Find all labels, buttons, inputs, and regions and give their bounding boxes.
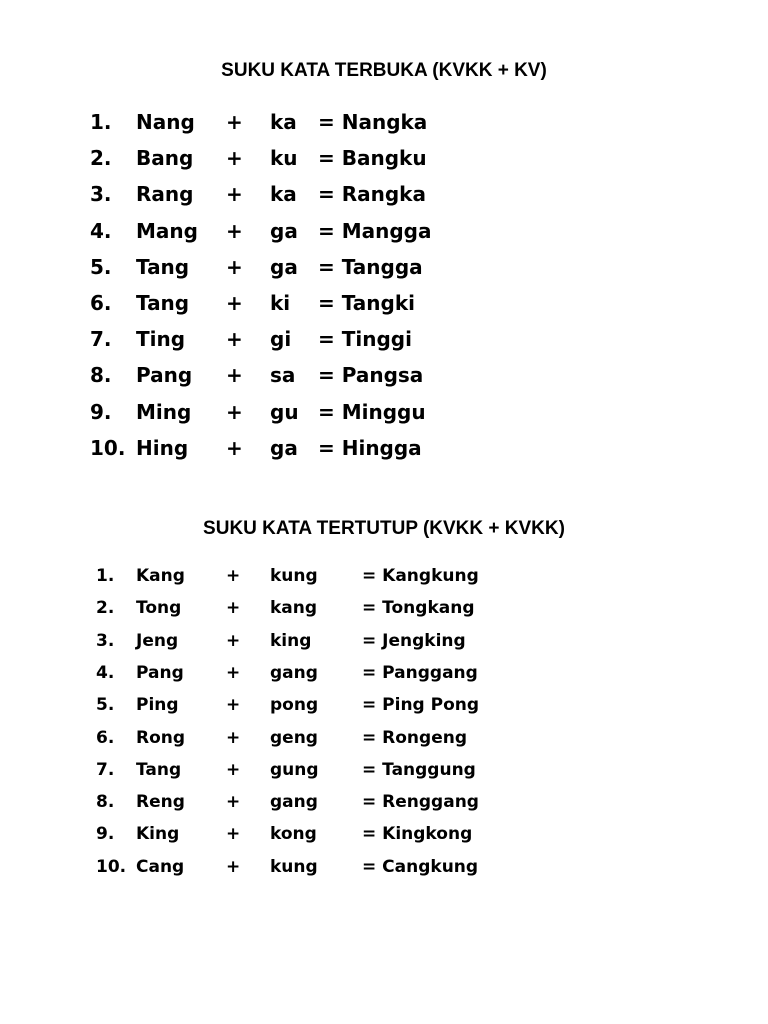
plus-sign: + xyxy=(226,792,241,813)
result-word: = Tongkang xyxy=(362,598,475,619)
item-number: 4. xyxy=(96,662,115,683)
list-item xyxy=(0,436,768,466)
plus-sign: + xyxy=(226,856,241,877)
first-syllable: Pang xyxy=(136,363,193,388)
first-syllable: Tang xyxy=(136,291,190,315)
second-syllable: kang xyxy=(270,598,318,619)
result-word: = Rongeng xyxy=(362,727,468,748)
plus-sign: + xyxy=(226,566,241,586)
plus-sign: + xyxy=(226,327,243,352)
result-word: = Tangki xyxy=(318,291,415,315)
plus-sign: + xyxy=(226,727,241,748)
item-number: 10. xyxy=(90,435,126,460)
plus-sign: + xyxy=(226,759,241,780)
list-item xyxy=(0,695,768,725)
first-syllable: Tong xyxy=(136,598,182,619)
second-syllable: gung xyxy=(270,759,319,780)
list-item xyxy=(0,857,768,887)
first-syllable: Reng xyxy=(136,792,185,813)
list-item xyxy=(0,219,768,249)
second-syllable: pong xyxy=(270,695,319,716)
item-number: 9. xyxy=(96,824,115,845)
plus-sign: + xyxy=(226,662,241,683)
item-number: 4. xyxy=(90,218,112,243)
result-word: = Tangga xyxy=(318,254,423,279)
second-syllable: ka xyxy=(270,110,297,134)
first-syllable: Ming xyxy=(136,399,192,424)
second-syllable: kung xyxy=(270,566,318,586)
first-syllable: King xyxy=(136,824,180,845)
result-word: = Tinggi xyxy=(318,327,412,352)
plus-sign: + xyxy=(226,399,243,424)
item-number: 8. xyxy=(96,792,115,813)
second-syllable: king xyxy=(270,630,312,651)
second-syllable: gi xyxy=(270,327,292,352)
first-syllable: Pang xyxy=(136,662,184,683)
item-number: 6. xyxy=(90,291,112,315)
plus-sign: + xyxy=(226,435,243,460)
item-number: 5. xyxy=(96,695,115,716)
second-syllable: geng xyxy=(270,727,318,748)
list-item xyxy=(0,792,768,822)
list-item xyxy=(0,400,768,430)
second-syllable: gang xyxy=(270,662,318,683)
item-number: 9. xyxy=(90,399,112,424)
list-item xyxy=(0,728,768,758)
second-syllable: gu xyxy=(270,399,299,424)
second-syllable: gang xyxy=(270,792,318,813)
plus-sign: + xyxy=(226,254,243,279)
list-item xyxy=(0,566,768,596)
plus-sign: + xyxy=(226,363,243,388)
plus-sign: + xyxy=(226,630,241,651)
item-number: 1. xyxy=(96,566,115,586)
plus-sign: + xyxy=(226,598,241,619)
first-syllable: Bang xyxy=(136,146,194,171)
plus-sign: + xyxy=(226,182,243,207)
list-item xyxy=(0,182,768,212)
item-number: 3. xyxy=(90,182,112,207)
result-word: = Tanggung xyxy=(362,759,476,780)
second-syllable: ku xyxy=(270,146,298,171)
first-syllable: Ting xyxy=(136,327,186,352)
result-word: = Panggang xyxy=(362,662,478,683)
result-word: = Rangka xyxy=(318,182,426,207)
second-syllable: kong xyxy=(270,824,317,845)
item-number: 2. xyxy=(90,146,112,171)
result-word: = Nangka xyxy=(318,110,428,134)
first-syllable: Hing xyxy=(136,435,189,460)
item-number: 5. xyxy=(90,254,112,279)
first-syllable: Ping xyxy=(136,695,179,716)
plus-sign: + xyxy=(226,146,243,171)
result-word: = Mangga xyxy=(318,218,432,243)
list-item xyxy=(0,327,768,357)
section-title-tertutup: SUKU KATA TERTUTUP (KVKK + KVKK) xyxy=(203,518,565,539)
result-word: = Pangsa xyxy=(318,363,424,388)
result-word: = Bangku xyxy=(318,146,427,171)
first-syllable: Nang xyxy=(136,110,195,134)
list-item xyxy=(0,824,768,854)
result-word: = Jengking xyxy=(362,630,466,651)
second-syllable: ki xyxy=(270,291,291,315)
first-syllable: Tang xyxy=(136,254,190,279)
first-syllable: Rong xyxy=(136,727,186,748)
list-item xyxy=(0,291,768,321)
result-word: = Kingkong xyxy=(362,824,473,845)
item-number: 7. xyxy=(96,759,115,780)
first-syllable: Mang xyxy=(136,218,198,243)
list-item xyxy=(0,631,768,661)
item-number: 1. xyxy=(90,110,112,134)
first-syllable: Tang xyxy=(136,759,182,780)
list-item xyxy=(0,255,768,285)
plus-sign: + xyxy=(226,291,243,315)
plus-sign: + xyxy=(226,695,241,716)
second-syllable: kung xyxy=(270,856,318,877)
result-word: = Minggu xyxy=(318,399,426,424)
list-item xyxy=(0,110,768,140)
second-syllable: ka xyxy=(270,182,297,207)
second-syllable: sa xyxy=(270,363,296,388)
first-syllable: Kang xyxy=(136,566,185,586)
list-item xyxy=(0,663,768,693)
item-number: 7. xyxy=(90,327,112,352)
item-number: 2. xyxy=(96,598,115,619)
second-syllable: ga xyxy=(270,254,298,279)
first-syllable: Rang xyxy=(136,182,194,207)
item-number: 10. xyxy=(96,856,127,877)
item-number: 8. xyxy=(90,363,112,388)
plus-sign: + xyxy=(226,218,243,243)
list-item xyxy=(0,363,768,393)
first-syllable: Jeng xyxy=(136,630,179,651)
first-syllable: Cang xyxy=(136,856,185,877)
list-item xyxy=(0,598,768,628)
plus-sign: + xyxy=(226,110,243,134)
result-word: = Ping Pong xyxy=(362,695,480,716)
result-word: = Kangkung xyxy=(362,566,479,586)
second-syllable: ga xyxy=(270,218,298,243)
item-number: 6. xyxy=(96,727,115,748)
list-item xyxy=(0,146,768,176)
result-word: = Renggang xyxy=(362,792,479,813)
second-syllable: ga xyxy=(270,435,298,460)
list-item xyxy=(0,760,768,790)
result-word: = Hingga xyxy=(318,435,422,460)
section-title-terbuka: SUKU KATA TERBUKA (KVKK + KV) xyxy=(221,60,547,81)
result-word: = Cangkung xyxy=(362,856,479,877)
plus-sign: + xyxy=(226,824,241,845)
item-number: 3. xyxy=(96,630,115,651)
